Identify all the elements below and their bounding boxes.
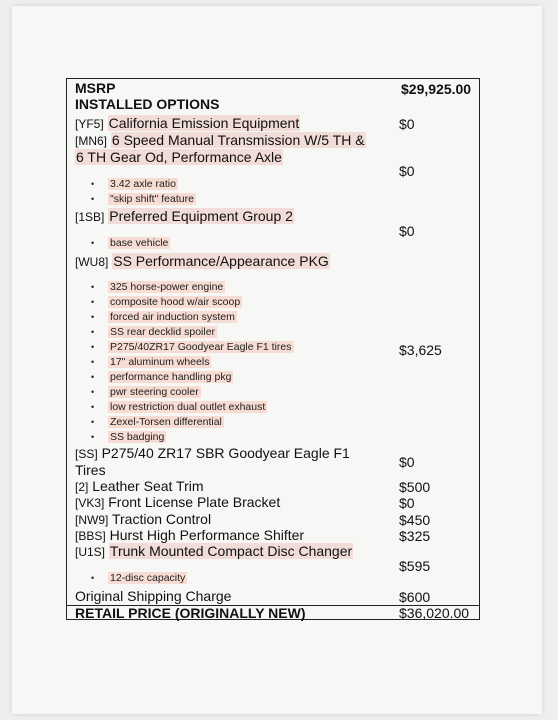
option-price: $0 (399, 163, 415, 179)
option-text: California Emission Equipment (108, 115, 300, 131)
option-price: $0 (399, 223, 415, 239)
option-code: [1SB] (75, 210, 105, 224)
option-mn6 (75, 132, 366, 150)
option-text-line2: Tires (75, 462, 106, 478)
option-code: [NW9] (75, 513, 109, 527)
option-code: [2] (75, 480, 89, 494)
retail-label: RETAIL PRICE (ORIGINALLY NEW) (75, 605, 306, 621)
bullet-item: • pwr steering cooler (91, 386, 199, 398)
bullet-item: • P275/40ZR17 Goodyear Eagle F1 tires (91, 341, 292, 353)
option-text: P275/40 ZR17 SBR Goodyear Eagle F1 (101, 445, 350, 461)
msrp-label: MSRP (75, 80, 116, 96)
bullet-item: • SS badging (91, 431, 165, 443)
option-yf5 (75, 115, 300, 133)
window-sticker-table (66, 78, 480, 620)
option-mn6-line2 (75, 149, 283, 166)
option-price: $595 (399, 558, 431, 574)
option-code: [WU8] (75, 255, 109, 269)
option-text: Hurst High Performance Shifter (109, 527, 305, 543)
installed-options-heading: INSTALLED OPTIONS (75, 96, 220, 112)
option-code: [VK3] (75, 496, 105, 510)
option-price: $3,625 (399, 342, 442, 358)
option-text: Preferred Equipment Group 2 (109, 208, 293, 224)
bullet-item: • performance handling pkg (91, 371, 232, 383)
option-code: [SS] (75, 447, 98, 461)
option-code: [YF5] (75, 117, 104, 131)
option-text: Trunk Mounted Compact Disc Changer (109, 543, 353, 559)
option-1sb (75, 208, 294, 226)
option-price: $0 (399, 116, 415, 132)
option-price: $0 (399, 454, 415, 470)
bullet-item: • "skip shift" feature (91, 193, 194, 205)
option-text: Traction Control (111, 511, 212, 527)
bullet-item: • 325 horse-power engine (91, 281, 224, 293)
option-code: [U1S] (75, 545, 106, 559)
bullet-item: • 12-disc capacity (91, 572, 186, 584)
option-ss (75, 445, 350, 463)
option-text: Leather Seat Trim (92, 478, 204, 494)
option-text: 6 Speed Manual Transmission W/5 TH & (111, 132, 365, 148)
option-code: [BBS] (75, 529, 106, 543)
bullet-item: • 17" aluminum wheels (91, 356, 210, 368)
option-code: [MN6] (75, 134, 108, 148)
option-price: $325 (399, 528, 431, 544)
bullet-item: • SS rear decklid spoiler (91, 326, 216, 338)
option-price: $500 (399, 479, 431, 495)
option-text: SS Performance/Appearance PKG (113, 253, 329, 269)
retail-price: $36,020.00 (399, 605, 470, 621)
bullet-item: • base vehicle (91, 237, 169, 249)
shipping-price: $600 (399, 589, 431, 605)
bullet-item: • Zexel-Torsen differential (91, 416, 222, 428)
bullet-item: • 3.42 axle ratio (91, 178, 176, 190)
bullet-item: • low restriction dual outlet exhaust (91, 401, 266, 413)
msrp-price: $29,925.00 (401, 81, 472, 97)
option-wu8 (75, 253, 330, 271)
shipping-label: Original Shipping Charge (75, 588, 232, 604)
option-vk3 (75, 494, 280, 512)
option-price: $450 (399, 512, 431, 528)
option-u1s (75, 543, 353, 561)
option-price: $0 (399, 495, 415, 511)
option-text: Front License Plate Bracket (108, 494, 281, 510)
bullet-item: • composite hood w/air scoop (91, 296, 241, 308)
option-ss-line2 (75, 462, 106, 479)
bullet-item: • forced air induction system (91, 311, 235, 323)
option-text-line2: 6 TH Gear Od, Performance Axle (76, 149, 282, 165)
